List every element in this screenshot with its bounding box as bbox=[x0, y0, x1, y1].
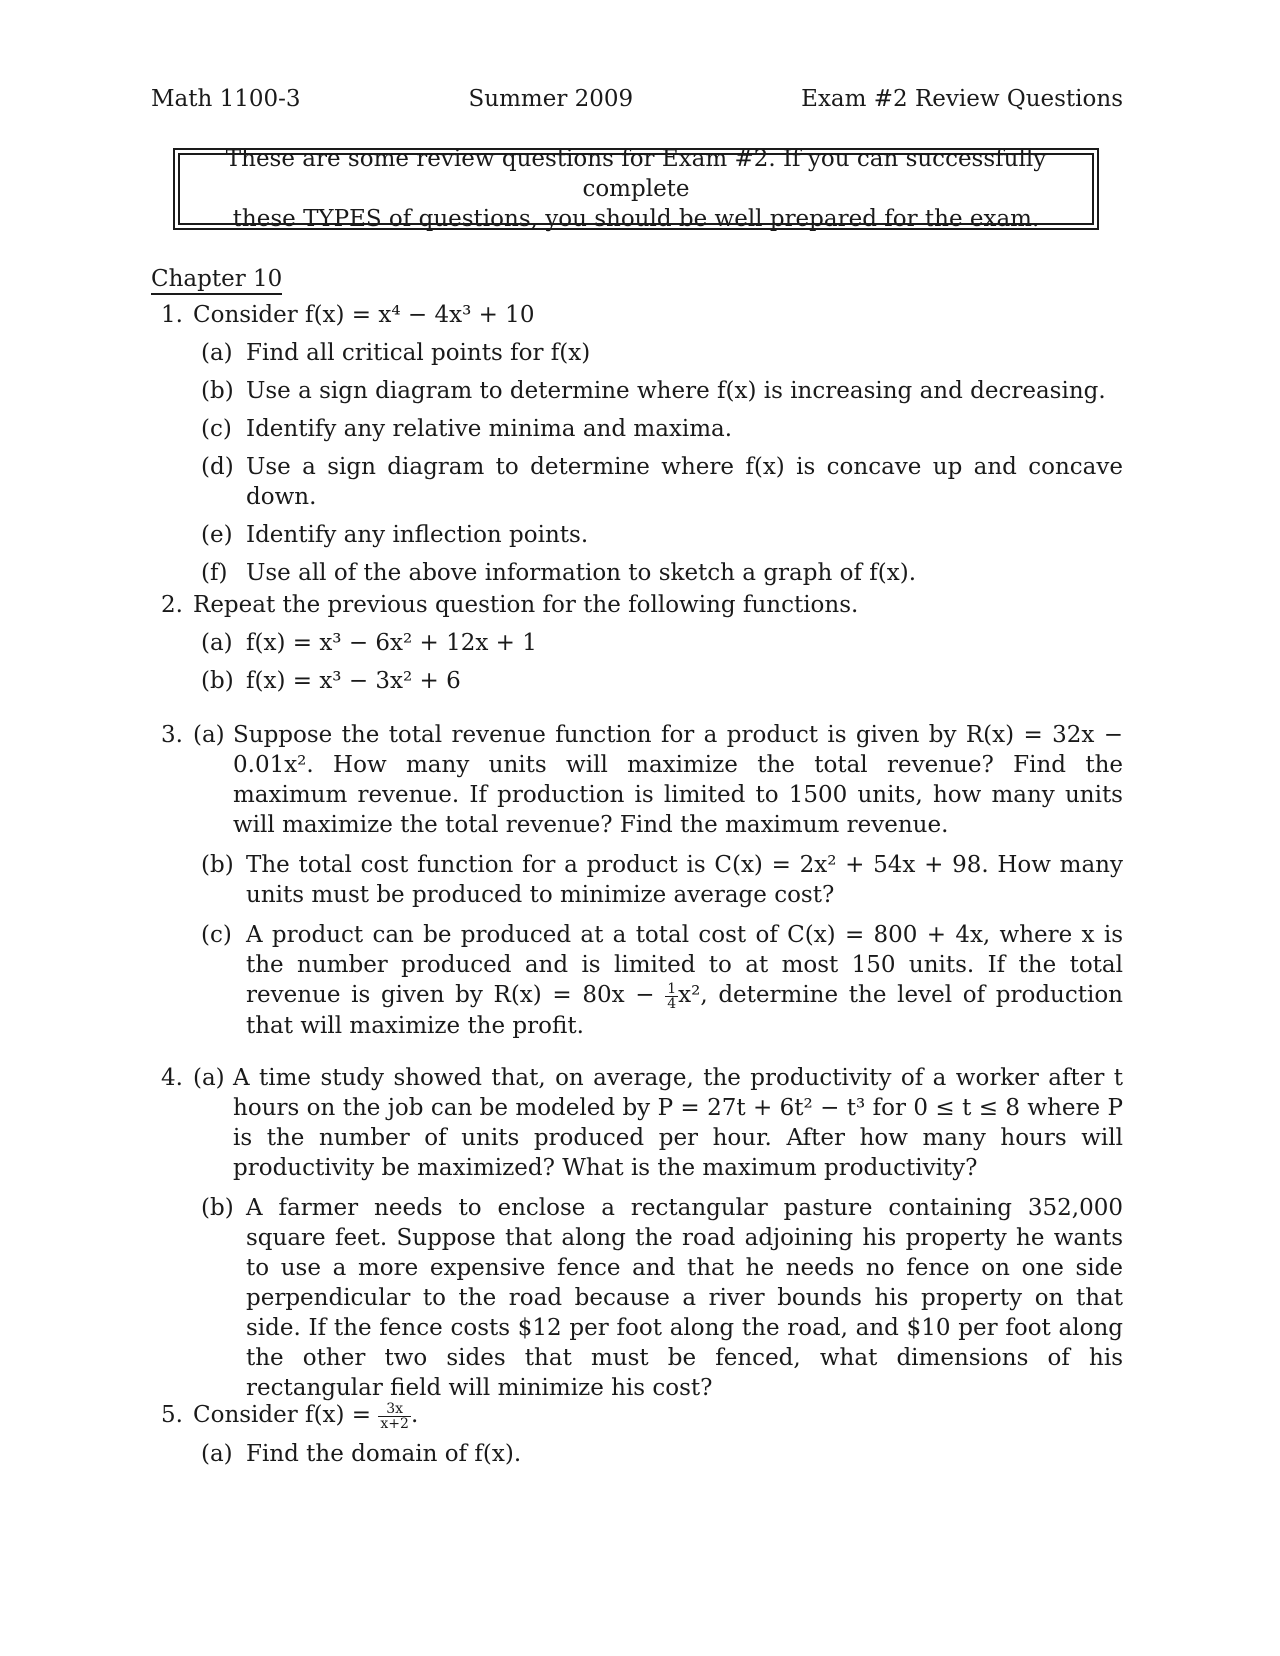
part-text: Identify any relative minima and maxima. bbox=[246, 416, 733, 442]
part-label: (b) bbox=[201, 668, 234, 694]
question-stem: Consider f(x) = x⁴ − 4x³ + 10 bbox=[193, 302, 535, 328]
part-text: Find the domain of f(x). bbox=[246, 1440, 522, 1467]
course-label: Math 1100-3 bbox=[151, 86, 301, 112]
part-text-before: A product can be produced at a total cost of C(x) = 800 + 4x, where x is the number produced and is limited to at most 150 units. If the total revenue is given by R(x) = 80x − bbox=[246, 922, 1123, 1008]
notice-box bbox=[173, 148, 1099, 230]
question-5 bbox=[161, 1400, 1123, 1469]
part-text: f(x) = x³ − 3x² + 6 bbox=[246, 668, 461, 694]
fraction-denominator: x+2 bbox=[380, 1415, 409, 1432]
part-text: A farmer needs to enclose a rectangular pasture containing 352,000 square feet. Suppose that along the road adjoining his property he wants to use a more expensive fence and that he needs no fence on one side perpendicular to the road because a river bounds his property on that side. If the fence costs $12 per foot along the road, and $10 per foot along the other two sides that must be fenced, what dimensions of his rectangular field will minimize his cost? bbox=[246, 1195, 1123, 1401]
part-label: (a) bbox=[201, 1440, 233, 1467]
part-text bbox=[246, 920, 1123, 1041]
chapter-heading: Chapter 10 bbox=[151, 266, 282, 295]
fraction bbox=[665, 982, 678, 1011]
question-stem bbox=[193, 1400, 1123, 1431]
notice-line-1: These are some review questions for Exam #2. If you can successfully complete bbox=[225, 146, 1047, 202]
question-part bbox=[201, 628, 1123, 658]
part-text: f(x) = x³ − 6x² + 12x + 1 bbox=[246, 630, 537, 656]
part-text: Suppose the total revenue function for a product is given by R(x) = 32x − 0.01x². How many units will maximize the total revenue? Find the maximum revenue. If production is limited to 1500 units, how many units will maximize the total revenue? Find the maximum revenue. bbox=[233, 722, 1123, 838]
part-text: Use all of the above information to sketch a graph of f(x). bbox=[246, 560, 917, 586]
question-number: 2. bbox=[161, 592, 183, 618]
question-number: 3. bbox=[161, 722, 183, 748]
part-label: (d) bbox=[201, 454, 234, 480]
question-part bbox=[201, 1439, 1123, 1469]
part-label: (b) bbox=[201, 852, 234, 878]
question-part bbox=[161, 1063, 1123, 1183]
part-text: Identify any inflection points. bbox=[246, 522, 589, 548]
question-part bbox=[201, 452, 1123, 512]
term-label: Summer 2009 bbox=[468, 86, 634, 112]
question-part bbox=[161, 720, 1123, 840]
question-number: 1. bbox=[161, 302, 183, 328]
stem-after: . bbox=[410, 1402, 419, 1428]
part-label: (c) bbox=[201, 922, 232, 948]
question-part bbox=[201, 376, 1123, 406]
question-part bbox=[201, 520, 1123, 550]
part-label: (a) bbox=[201, 340, 233, 366]
part-text: Use a sign diagram to determine where f(x) is increasing and decreasing. bbox=[246, 378, 1106, 404]
question-part bbox=[201, 338, 1123, 368]
question-number: 4. bbox=[161, 1065, 183, 1091]
part-text: The total cost function for a product is C(x) = 2x² + 54x + 98. How many units must be produced to minimize average cost? bbox=[246, 852, 1123, 908]
part-label: (a) bbox=[193, 722, 225, 748]
fraction-numerator: 3x bbox=[378, 1402, 411, 1417]
question-part bbox=[201, 666, 1123, 696]
question-part bbox=[201, 414, 1123, 444]
part-label: (e) bbox=[201, 522, 233, 548]
notice-line-2: these TYPES of questions, you should be well prepared for the exam. bbox=[232, 206, 1040, 232]
question-4 bbox=[161, 1063, 1123, 1403]
question-2 bbox=[161, 590, 1123, 696]
question-part bbox=[201, 1193, 1123, 1403]
question-3 bbox=[161, 720, 1123, 1041]
exam-title: Exam #2 Review Questions bbox=[801, 86, 1123, 112]
notice-inner bbox=[178, 146, 1094, 232]
page-header bbox=[151, 86, 1123, 112]
fraction-denominator: 4 bbox=[667, 995, 677, 1012]
part-text-after: x², determine the level of production that will maximize the profit. bbox=[246, 982, 1123, 1039]
part-label: (f) bbox=[201, 560, 228, 586]
part-label: (b) bbox=[201, 1195, 234, 1221]
part-text: A time study showed that, on average, the productivity of a worker after t hours on the job can be modeled by P = 27t + 6t² − t³ for 0 ≤ t ≤ 8 where P is the number of units produced per hour. After how many hours will productivity be maximized? What is the maximum productivity? bbox=[233, 1065, 1123, 1181]
question-part bbox=[201, 920, 1123, 1041]
question-part bbox=[201, 558, 1123, 588]
fraction-numerator: 1 bbox=[667, 980, 677, 997]
part-label: (b) bbox=[201, 378, 234, 404]
part-label: (a) bbox=[193, 1065, 225, 1091]
question-number: 5. bbox=[161, 1402, 183, 1428]
part-label: (c) bbox=[201, 416, 232, 442]
part-text: Find all critical points for f(x) bbox=[246, 340, 591, 366]
stem-before: Consider f(x) = bbox=[193, 1402, 379, 1428]
part-text: Use a sign diagram to determine where f(x) is concave up and concave down. bbox=[246, 454, 1123, 510]
question-part bbox=[201, 850, 1123, 910]
question-1 bbox=[161, 300, 1123, 588]
part-label: (a) bbox=[201, 630, 233, 656]
question-stem: Repeat the previous question for the following functions. bbox=[193, 592, 859, 618]
fraction bbox=[378, 1402, 411, 1431]
